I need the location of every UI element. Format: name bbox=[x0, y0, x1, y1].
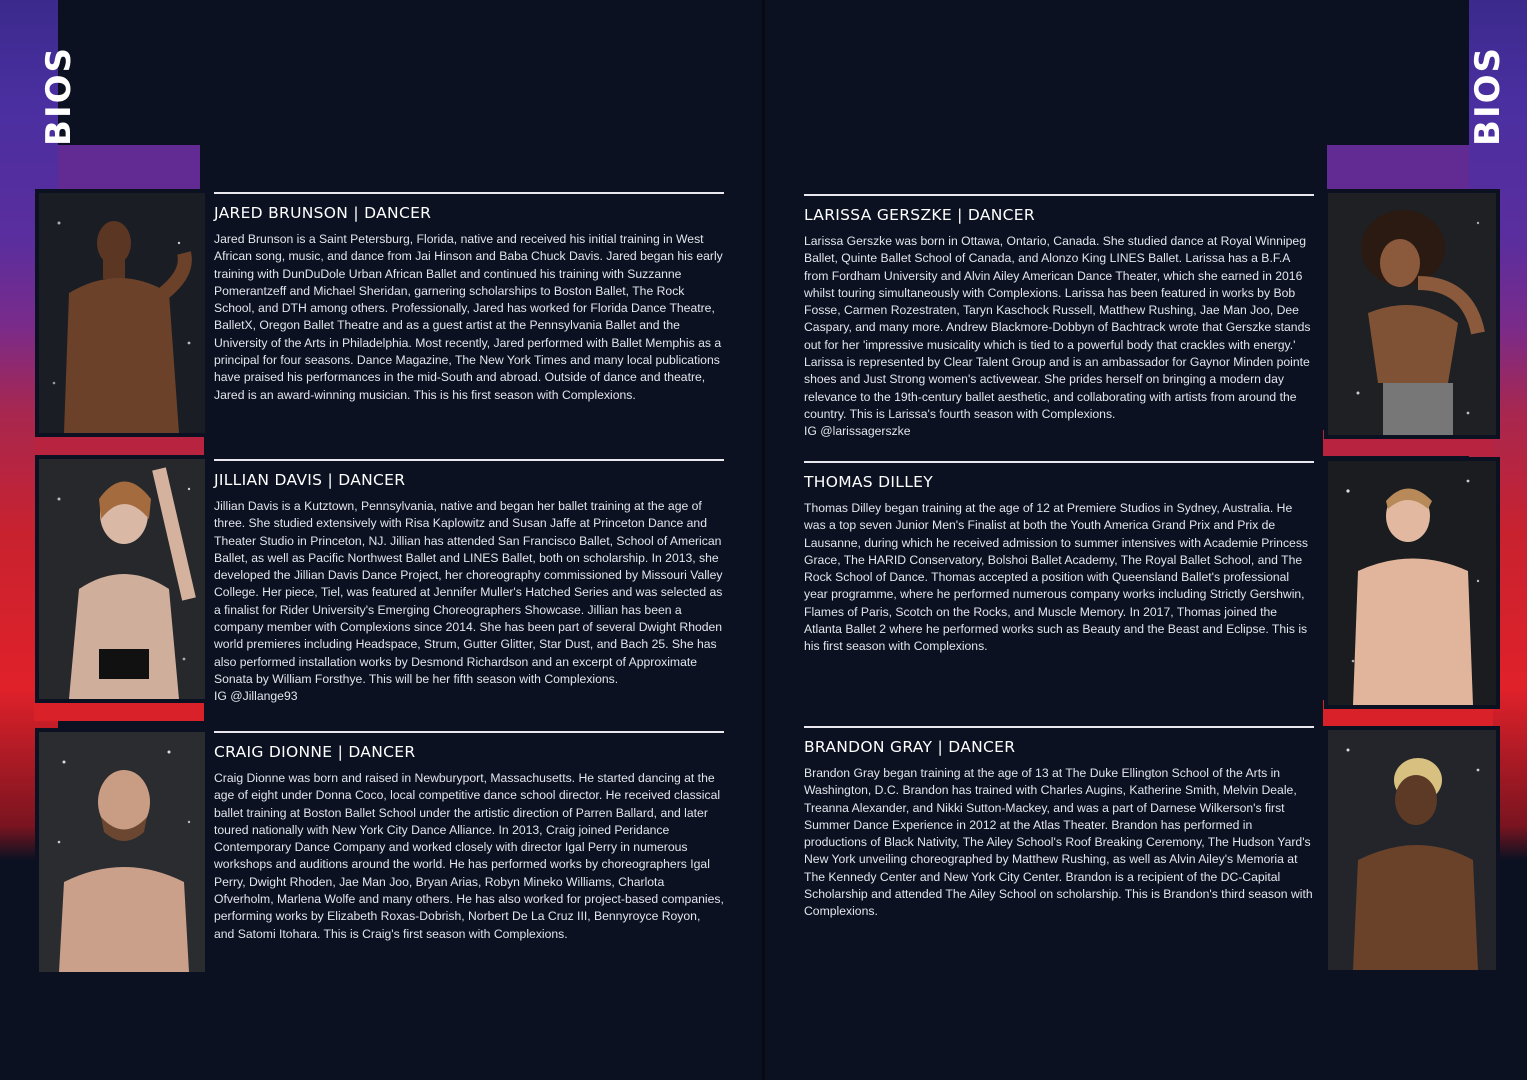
bio-body: Thomas Dilley began training at the age of 12 at Premiere Studios in Sydney, Australia. He was a top seven Junior Men's Finalist at both the Youth America Grand Prix and Prix de Lausanne, during which he received admission to summer intensives with Academie Princess Grace, The HARID Conservatory, Bolshoi Ballet Academy, The Royal Ballet School, and The Rock School of Dance. Thomas accepted a position with Queensland Ballet's professional year programme, where he performed numerous company works including Strictly Gershwin, Flames of Paris, Scotch on the Rocks, and Muscle Memory. In 2017, Thomas joined the Atlanta Ballet 2 where he performed works such as Beauty and the Beast and Eclipse. This is his first season with Complexions. bbox=[804, 501, 1309, 654]
page-gutter bbox=[762, 0, 765, 1080]
photo-jared-brunson bbox=[35, 189, 209, 437]
dancer-portrait-larissa-icon bbox=[1328, 193, 1496, 435]
dancer-portrait-thomas-icon bbox=[1328, 461, 1496, 705]
bio-divider bbox=[214, 731, 724, 733]
bio-heading: LARISSA GERSZKE | DANCER bbox=[804, 206, 1035, 224]
bio-body: Jillian Davis is a Kutztown, Pennsylvania, native and began her ballet training at the age of three. She studied extensively with Risa Kaplowitz and Susan Jaffe at Princeton Dance and Theater Studio in Princeton, NJ. Jillian has attended San Francisco Ballet, School of American Ballet, as well as Pacific Northwest Ballet and LINES Ballet, both on scholarship. In 2013, she developed the Jillian Davis Dance Project, her choreography commissioned by Missouri Valley College. Her piece, Tiel, was featured at Jennifer Muller's Hatched Series and was selected as a finalist for Rider University's Emerging Choreographers Showcase. Jillian has been a company member with Complexions since 2014. She has been part of several Dwight Rhoden world premieres including Headspace, Strum, Gutter Glitter, Star Dust, and Bach 25. She has also performed installation works by Desmond Richardson and an excerpt of Approximate Sonata by William Forsthye. This will be her fifth season with Complexions. bbox=[214, 499, 723, 686]
photo-brandon-gray bbox=[1324, 726, 1500, 974]
left-section-label bbox=[30, 40, 88, 146]
bio-brandon-gray bbox=[804, 726, 1314, 921]
dancer-portrait-brandon-icon bbox=[1328, 730, 1496, 970]
bio-heading: JILLIAN DAVIS | DANCER bbox=[214, 471, 406, 489]
bio-jillian-davis bbox=[214, 459, 724, 706]
bio-heading: THOMAS DILLEY bbox=[804, 473, 934, 491]
bio-heading: BRANDON GRAY | DANCER bbox=[804, 738, 1016, 756]
right-section-label-text: BIOS bbox=[1468, 46, 1508, 146]
bio-divider bbox=[804, 726, 1314, 728]
bio-instagram-handle: IG @Jillange93 bbox=[214, 689, 298, 704]
bio-thomas-dilley bbox=[804, 461, 1314, 656]
bio-body: Larissa Gerszke was born in Ottawa, Ontario, Canada. She studied dance at Royal Winnipeg Ballet, Quinte Ballet School of Canada, and Alonzo King LINES Ballet. Larissa has a B.F.A from Fordham University and Alvin Ailey American Dance Theater, which she earned in 2016 whilst touring simultaneously with Complexions. Larissa has been featured in works by Bob Fosse, Carmen Rozestraten, Taryn Kaschock Russell, Matthew Rushing, Jae Man Joo, Dee Caspary, and many more. Andrew Blackmore-Dobbyn of Bachtrack wrote that Gerszke stands out for her 'impressive musicality which is tied to a powerful body that crackles with energy.' Larissa is represented by Clear Talent Group and is an ambassador for Gaynor Minden pointe shoes and Just Strong women's activewear. She prides herself on bringing a modern day relevance to the 19th-century ballet aesthetic, and collaborating with artists from around the country. This is Larissa's fourth season with Complexions. bbox=[804, 234, 1311, 421]
photo-larissa-gerszke bbox=[1324, 189, 1500, 439]
photo-jillian-davis bbox=[35, 455, 209, 703]
bio-heading: CRAIG DIONNE | DANCER bbox=[214, 743, 416, 761]
photo-thomas-dilley bbox=[1324, 457, 1500, 709]
right-section-label bbox=[1459, 40, 1517, 146]
bio-divider bbox=[214, 192, 724, 194]
bio-instagram-handle: IG @larissagerszke bbox=[804, 424, 911, 439]
dancer-portrait-jared-icon bbox=[39, 193, 205, 433]
dancer-portrait-craig-icon bbox=[39, 732, 205, 972]
bio-divider bbox=[804, 194, 1314, 196]
bio-divider bbox=[214, 459, 724, 461]
bio-larissa-gerszke bbox=[804, 194, 1314, 441]
bio-heading: JARED BRUNSON | DANCER bbox=[214, 204, 432, 222]
bio-body: Craig Dionne was born and raised in Newburyport, Massachusetts. He started dancing at the age of eight under Donna Coco, local competitive dance school director. He received classical ballet training at Boston Ballet School under the artistic direction of Parren Ballard, and later toured nationally with New York City Dance Alliance. In 2013, Craig joined Peridance Contemporary Dance Company and worked closely with director Igal Perry in numerous workshops and auditions around the world. He has performed works by choreographers Igal Perry, Dwight Rhoden, Jae Man Joo, Bryan Arias, Robyn Mineko Williams, Charlota Ofverholm, Marlena Wolfe and many others. He has also worked for project-based companies, performing works by Elizabeth Roxas-Dobrish, Norbert De La Cruz III, Bennyroyce Royon, and Satomi Itohara. This is Craig's first season with Complexions. bbox=[214, 771, 724, 941]
bio-divider bbox=[804, 461, 1314, 463]
dancer-portrait-jillian-icon bbox=[39, 459, 205, 699]
photo-craig-dionne bbox=[35, 728, 209, 976]
bio-craig-dionne bbox=[214, 731, 724, 943]
bio-body: Jared Brunson is a Saint Petersburg, Florida, native and received his initial training in West African song, music, and dance from Jai Hinson and Baba Chuck Davis. Jared began his early training with DunDuDole Urban African Ballet and continued his training with Suzzanne Pomerantzeff and Michael Sheridan, garnering scholarships to Boston Ballet, The Rock School, and DTH among others. Professionally, Jared has worked for Florida Dance Theatre, BalletX, Oregon Ballet Theatre and as a guest artist at the Pennsylvania Ballet and the University of the Arts in Philadelphia. Most recently, Jared performed with Ballet Memphis as a principal for four seasons. Dance Magazine, The New York Times and many local publications have praised his performances in the mid-South and abroad. Outside of dance and theatre, Jared is an award-winning musician. This is his first season with Complexions. bbox=[214, 232, 723, 402]
left-section-label-text: BIOS bbox=[39, 46, 79, 146]
right-color-band-inset bbox=[1327, 145, 1469, 190]
left-color-band-inset bbox=[58, 145, 200, 190]
bio-jared-brunson bbox=[214, 192, 724, 404]
bio-body: Brandon Gray began training at the age of 13 at The Duke Ellington School of the Arts in Washington, D.C. Brandon has trained with Charles Augins, Katherine Smith, Melvin Deale, Treanna Alexander, and Nikki Sutton-Mackey, and was a part of Darnese Wilkerson's first Summer Dance Experience in 2012 at the Atlas Theater. Brandon has performed in productions of Black Nativity, The Ailey School's Roof Breaking Ceremony, The Hudson Yard's New York unveiling choreographed by Matthew Rushing, as well as Alvin Ailey's Memoria at The Kennedy Center and New York City Center. Brandon is a recipient of the DC-Capital Scholarship and attended The Ailey School on scholarship. This is Brandon's third season with Complexions. bbox=[804, 766, 1313, 919]
